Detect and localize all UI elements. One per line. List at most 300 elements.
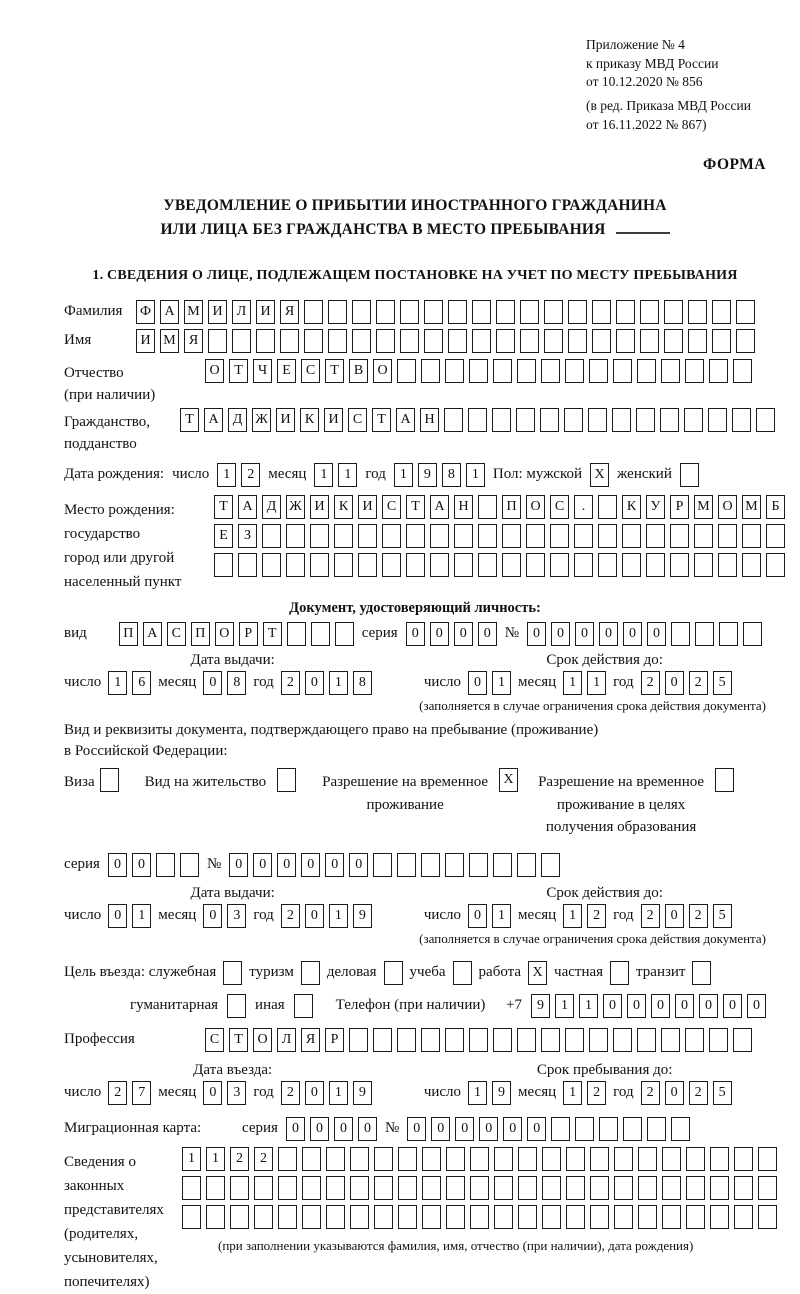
char-cell[interactable]: 9 [353, 904, 372, 928]
char-cell[interactable]: 2 [587, 904, 606, 928]
char-cell[interactable] [406, 524, 425, 548]
char-cell[interactable] [478, 524, 497, 548]
char-cell[interactable]: И [324, 408, 343, 432]
char-cell[interactable]: Н [420, 408, 439, 432]
char-cell[interactable]: Ж [286, 495, 305, 519]
char-cell[interactable]: Т [229, 359, 248, 383]
char-cell[interactable] [335, 622, 354, 646]
char-cell[interactable]: И [208, 300, 227, 324]
char-cell[interactable] [662, 1147, 681, 1171]
char-cell[interactable]: 0 [253, 853, 272, 877]
char-cell[interactable] [493, 1028, 512, 1052]
char-cell[interactable] [472, 329, 491, 353]
char-cell[interactable] [182, 1205, 201, 1229]
char-cell[interactable]: К [622, 495, 641, 519]
char-cell[interactable] [304, 329, 323, 353]
char-cell[interactable] [424, 329, 443, 353]
char-cell[interactable] [208, 329, 227, 353]
char-cell[interactable]: Д [228, 408, 247, 432]
char-cell[interactable] [469, 359, 488, 383]
purpose-transit-checkbox[interactable] [692, 961, 711, 985]
char-cell[interactable] [664, 329, 683, 353]
char-cell[interactable]: Б [766, 495, 785, 519]
char-cell[interactable] [637, 359, 656, 383]
char-cell[interactable] [574, 524, 593, 548]
char-cell[interactable]: Т [325, 359, 344, 383]
char-cell[interactable] [568, 300, 587, 324]
char-cell[interactable] [397, 1028, 416, 1052]
char-cell[interactable]: Т [229, 1028, 248, 1052]
char-cell[interactable]: 0 [527, 622, 546, 646]
char-cell[interactable] [446, 1147, 465, 1171]
char-cell[interactable] [382, 553, 401, 577]
char-cell[interactable] [616, 329, 635, 353]
char-cell[interactable]: Р [239, 622, 258, 646]
char-cell[interactable] [262, 524, 281, 548]
char-cell[interactable]: А [238, 495, 257, 519]
char-cell[interactable] [494, 1176, 513, 1200]
char-cell[interactable]: 1 [579, 994, 598, 1018]
char-cell[interactable] [592, 300, 611, 324]
char-cell[interactable]: Т [263, 622, 282, 646]
char-cell[interactable] [734, 1205, 753, 1229]
char-cell[interactable] [182, 1176, 201, 1200]
char-cell[interactable]: 0 [651, 994, 670, 1018]
char-cell[interactable]: 0 [623, 622, 642, 646]
char-cell[interactable] [494, 1205, 513, 1229]
char-cell[interactable] [614, 1176, 633, 1200]
char-cell[interactable] [520, 329, 539, 353]
sex-female-checkbox[interactable] [680, 463, 699, 487]
char-cell[interactable] [445, 359, 464, 383]
char-cell[interactable] [421, 1028, 440, 1052]
char-cell[interactable] [664, 300, 683, 324]
visa-checkbox[interactable] [100, 768, 119, 792]
char-cell[interactable] [374, 1176, 393, 1200]
char-cell[interactable] [406, 553, 425, 577]
char-cell[interactable] [421, 359, 440, 383]
char-cell[interactable]: 0 [675, 994, 694, 1018]
char-cell[interactable] [256, 329, 275, 353]
char-cell[interactable] [350, 1147, 369, 1171]
char-cell[interactable]: 0 [108, 853, 127, 877]
char-cell[interactable] [254, 1176, 273, 1200]
char-cell[interactable] [694, 524, 713, 548]
char-cell[interactable] [742, 524, 761, 548]
char-cell[interactable]: 6 [132, 671, 151, 695]
char-cell[interactable]: 0 [575, 622, 594, 646]
char-cell[interactable] [758, 1176, 777, 1200]
purpose-work-checkbox[interactable]: X [528, 961, 547, 985]
purpose-tourism-checkbox[interactable] [301, 961, 320, 985]
char-cell[interactable]: 8 [353, 671, 372, 695]
char-cell[interactable]: 2 [689, 671, 708, 695]
char-cell[interactable] [662, 1205, 681, 1229]
char-cell[interactable] [590, 1205, 609, 1229]
char-cell[interactable]: К [300, 408, 319, 432]
char-cell[interactable] [685, 359, 704, 383]
char-cell[interactable] [622, 524, 641, 548]
char-cell[interactable]: 3 [227, 904, 246, 928]
char-cell[interactable]: 0 [699, 994, 718, 1018]
char-cell[interactable] [541, 853, 560, 877]
char-cell[interactable]: 2 [241, 463, 260, 487]
char-cell[interactable] [736, 300, 755, 324]
char-cell[interactable] [709, 359, 728, 383]
purpose-private-checkbox[interactable] [610, 961, 629, 985]
char-cell[interactable] [206, 1205, 225, 1229]
char-cell[interactable] [614, 1147, 633, 1171]
char-cell[interactable]: 1 [338, 463, 357, 487]
char-cell[interactable]: 8 [227, 671, 246, 695]
char-cell[interactable] [542, 1147, 561, 1171]
purpose-business-checkbox[interactable] [384, 961, 403, 985]
char-cell[interactable]: П [191, 622, 210, 646]
char-cell[interactable] [544, 329, 563, 353]
char-cell[interactable] [670, 553, 689, 577]
char-cell[interactable]: 2 [641, 904, 660, 928]
char-cell[interactable]: 0 [468, 904, 487, 928]
char-cell[interactable]: К [334, 495, 353, 519]
char-cell[interactable]: С [550, 495, 569, 519]
char-cell[interactable] [766, 524, 785, 548]
char-cell[interactable] [710, 1147, 729, 1171]
char-cell[interactable] [517, 1028, 536, 1052]
char-cell[interactable] [541, 1028, 560, 1052]
char-cell[interactable] [736, 329, 755, 353]
char-cell[interactable] [734, 1147, 753, 1171]
char-cell[interactable] [302, 1176, 321, 1200]
char-cell[interactable] [574, 553, 593, 577]
char-cell[interactable] [661, 1028, 680, 1052]
char-cell[interactable] [710, 1176, 729, 1200]
char-cell[interactable] [695, 622, 714, 646]
char-cell[interactable] [286, 553, 305, 577]
char-cell[interactable] [493, 359, 512, 383]
char-cell[interactable] [542, 1176, 561, 1200]
char-cell[interactable] [599, 1117, 618, 1141]
char-cell[interactable]: 1 [314, 463, 333, 487]
char-cell[interactable] [590, 1176, 609, 1200]
char-cell[interactable]: 0 [478, 622, 497, 646]
char-cell[interactable]: Ж [252, 408, 271, 432]
char-cell[interactable] [766, 553, 785, 577]
char-cell[interactable] [622, 553, 641, 577]
char-cell[interactable] [592, 329, 611, 353]
char-cell[interactable] [454, 524, 473, 548]
char-cell[interactable]: Е [214, 524, 233, 548]
char-cell[interactable]: П [119, 622, 138, 646]
char-cell[interactable] [400, 329, 419, 353]
char-cell[interactable] [304, 300, 323, 324]
char-cell[interactable] [520, 300, 539, 324]
char-cell[interactable] [280, 329, 299, 353]
char-cell[interactable] [758, 1147, 777, 1171]
char-cell[interactable]: Т [180, 408, 199, 432]
char-cell[interactable]: 0 [203, 671, 222, 695]
char-cell[interactable] [448, 329, 467, 353]
char-cell[interactable] [311, 622, 330, 646]
char-cell[interactable] [358, 524, 377, 548]
char-cell[interactable]: 0 [286, 1117, 305, 1141]
char-cell[interactable] [349, 1028, 368, 1052]
char-cell[interactable]: 1 [563, 1081, 582, 1105]
char-cell[interactable] [502, 524, 521, 548]
char-cell[interactable]: Ф [136, 300, 155, 324]
char-cell[interactable] [446, 1176, 465, 1200]
char-cell[interactable] [374, 1147, 393, 1171]
char-cell[interactable] [542, 1205, 561, 1229]
char-cell[interactable]: 1 [206, 1147, 225, 1171]
char-cell[interactable] [382, 524, 401, 548]
char-cell[interactable] [640, 329, 659, 353]
char-cell[interactable] [478, 553, 497, 577]
char-cell[interactable] [686, 1147, 705, 1171]
char-cell[interactable] [334, 553, 353, 577]
char-cell[interactable] [445, 853, 464, 877]
char-cell[interactable]: В [349, 359, 368, 383]
char-cell[interactable] [662, 1176, 681, 1200]
char-cell[interactable] [588, 408, 607, 432]
char-cell[interactable] [397, 359, 416, 383]
char-cell[interactable]: И [310, 495, 329, 519]
sex-male-checkbox[interactable]: X [590, 463, 609, 487]
char-cell[interactable]: 0 [723, 994, 742, 1018]
char-cell[interactable]: 0 [358, 1117, 377, 1141]
char-cell[interactable]: 3 [227, 1081, 246, 1105]
char-cell[interactable] [686, 1176, 705, 1200]
char-cell[interactable] [518, 1147, 537, 1171]
char-cell[interactable]: 1 [492, 904, 511, 928]
char-cell[interactable] [492, 408, 511, 432]
char-cell[interactable] [733, 1028, 752, 1052]
char-cell[interactable] [373, 1028, 392, 1052]
char-cell[interactable]: 0 [229, 853, 248, 877]
char-cell[interactable] [616, 300, 635, 324]
char-cell[interactable] [422, 1147, 441, 1171]
char-cell[interactable]: М [742, 495, 761, 519]
char-cell[interactable] [470, 1176, 489, 1200]
char-cell[interactable]: 1 [329, 671, 348, 695]
char-cell[interactable]: 0 [665, 904, 684, 928]
char-cell[interactable] [566, 1205, 585, 1229]
char-cell[interactable]: 0 [479, 1117, 498, 1141]
char-cell[interactable] [638, 1176, 657, 1200]
char-cell[interactable] [647, 1117, 666, 1141]
char-cell[interactable] [496, 329, 515, 353]
char-cell[interactable] [230, 1205, 249, 1229]
char-cell[interactable]: А [160, 300, 179, 324]
char-cell[interactable]: 0 [627, 994, 646, 1018]
char-cell[interactable] [444, 408, 463, 432]
char-cell[interactable] [544, 300, 563, 324]
char-cell[interactable]: 0 [132, 853, 151, 877]
char-cell[interactable]: И [256, 300, 275, 324]
char-cell[interactable]: 0 [349, 853, 368, 877]
char-cell[interactable]: Л [232, 300, 251, 324]
char-cell[interactable] [646, 553, 665, 577]
char-cell[interactable]: Д [262, 495, 281, 519]
char-cell[interactable]: М [160, 329, 179, 353]
char-cell[interactable] [590, 1147, 609, 1171]
char-cell[interactable]: Я [301, 1028, 320, 1052]
char-cell[interactable] [517, 359, 536, 383]
char-cell[interactable]: 2 [230, 1147, 249, 1171]
char-cell[interactable]: 0 [203, 1081, 222, 1105]
char-cell[interactable]: 0 [334, 1117, 353, 1141]
char-cell[interactable] [180, 853, 199, 877]
char-cell[interactable]: Я [184, 329, 203, 353]
char-cell[interactable] [326, 1147, 345, 1171]
char-cell[interactable] [613, 359, 632, 383]
char-cell[interactable] [742, 553, 761, 577]
char-cell[interactable] [612, 408, 631, 432]
char-cell[interactable]: 0 [527, 1117, 546, 1141]
char-cell[interactable] [710, 1205, 729, 1229]
char-cell[interactable]: 0 [305, 671, 324, 695]
char-cell[interactable]: О [526, 495, 545, 519]
char-cell[interactable] [565, 359, 584, 383]
char-cell[interactable] [638, 1147, 657, 1171]
char-cell[interactable]: И [358, 495, 377, 519]
char-cell[interactable] [566, 1176, 585, 1200]
char-cell[interactable] [540, 408, 559, 432]
char-cell[interactable] [568, 329, 587, 353]
char-cell[interactable]: 0 [665, 671, 684, 695]
char-cell[interactable]: 1 [217, 463, 236, 487]
char-cell[interactable]: Т [406, 495, 425, 519]
char-cell[interactable]: 0 [665, 1081, 684, 1105]
char-cell[interactable] [286, 524, 305, 548]
char-cell[interactable] [613, 1028, 632, 1052]
char-cell[interactable]: С [348, 408, 367, 432]
char-cell[interactable] [526, 524, 545, 548]
char-cell[interactable] [421, 853, 440, 877]
char-cell[interactable]: М [184, 300, 203, 324]
char-cell[interactable] [328, 300, 347, 324]
char-cell[interactable]: О [718, 495, 737, 519]
char-cell[interactable] [718, 553, 737, 577]
char-cell[interactable]: 0 [603, 994, 622, 1018]
char-cell[interactable] [302, 1147, 321, 1171]
char-cell[interactable] [496, 300, 515, 324]
char-cell[interactable]: 0 [277, 853, 296, 877]
char-cell[interactable]: О [373, 359, 392, 383]
char-cell[interactable] [472, 300, 491, 324]
char-cell[interactable] [373, 853, 392, 877]
char-cell[interactable] [326, 1176, 345, 1200]
char-cell[interactable]: 0 [310, 1117, 329, 1141]
char-cell[interactable]: 2 [587, 1081, 606, 1105]
char-cell[interactable] [302, 1205, 321, 1229]
char-cell[interactable] [214, 553, 233, 577]
char-cell[interactable] [564, 408, 583, 432]
purpose-humanitarian-checkbox[interactable] [227, 994, 246, 1018]
char-cell[interactable]: 0 [108, 904, 127, 928]
char-cell[interactable] [623, 1117, 642, 1141]
char-cell[interactable] [468, 408, 487, 432]
char-cell[interactable]: 2 [281, 1081, 300, 1105]
char-cell[interactable]: А [204, 408, 223, 432]
char-cell[interactable]: 0 [551, 622, 570, 646]
char-cell[interactable] [688, 300, 707, 324]
char-cell[interactable] [661, 359, 680, 383]
char-cell[interactable] [637, 1028, 656, 1052]
purpose-official-checkbox[interactable] [223, 961, 242, 985]
temp-residence-edu-checkbox[interactable] [715, 768, 734, 792]
char-cell[interactable] [454, 553, 473, 577]
char-cell[interactable] [708, 408, 727, 432]
char-cell[interactable] [328, 329, 347, 353]
char-cell[interactable] [709, 1028, 728, 1052]
char-cell[interactable]: 1 [182, 1147, 201, 1171]
char-cell[interactable]: 0 [305, 904, 324, 928]
char-cell[interactable] [518, 1205, 537, 1229]
char-cell[interactable] [718, 524, 737, 548]
char-cell[interactable] [430, 553, 449, 577]
char-cell[interactable] [565, 1028, 584, 1052]
char-cell[interactable] [589, 1028, 608, 1052]
char-cell[interactable] [589, 359, 608, 383]
char-cell[interactable]: Ч [253, 359, 272, 383]
char-cell[interactable] [685, 1028, 704, 1052]
char-cell[interactable] [400, 300, 419, 324]
char-cell[interactable] [374, 1205, 393, 1229]
char-cell[interactable]: 2 [281, 671, 300, 695]
char-cell[interactable]: 0 [301, 853, 320, 877]
char-cell[interactable] [566, 1147, 585, 1171]
char-cell[interactable]: З [238, 524, 257, 548]
char-cell[interactable]: 2 [641, 1081, 660, 1105]
purpose-other-checkbox[interactable] [294, 994, 313, 1018]
char-cell[interactable]: 1 [329, 904, 348, 928]
char-cell[interactable]: Я [280, 300, 299, 324]
char-cell[interactable] [278, 1147, 297, 1171]
char-cell[interactable]: С [205, 1028, 224, 1052]
char-cell[interactable] [376, 329, 395, 353]
char-cell[interactable]: 9 [531, 994, 550, 1018]
purpose-study-checkbox[interactable] [453, 961, 472, 985]
char-cell[interactable]: 2 [281, 904, 300, 928]
char-cell[interactable] [638, 1205, 657, 1229]
char-cell[interactable]: А [430, 495, 449, 519]
char-cell[interactable] [670, 524, 689, 548]
char-cell[interactable]: 0 [503, 1117, 522, 1141]
char-cell[interactable]: 5 [713, 671, 732, 695]
char-cell[interactable]: 2 [108, 1081, 127, 1105]
char-cell[interactable] [424, 300, 443, 324]
char-cell[interactable]: 0 [599, 622, 618, 646]
char-cell[interactable]: Р [325, 1028, 344, 1052]
char-cell[interactable] [445, 1028, 464, 1052]
char-cell[interactable]: О [253, 1028, 272, 1052]
char-cell[interactable]: 1 [587, 671, 606, 695]
char-cell[interactable] [470, 1205, 489, 1229]
char-cell[interactable] [254, 1205, 273, 1229]
char-cell[interactable]: 1 [132, 904, 151, 928]
char-cell[interactable] [398, 1176, 417, 1200]
char-cell[interactable] [422, 1205, 441, 1229]
char-cell[interactable] [550, 553, 569, 577]
char-cell[interactable]: У [646, 495, 665, 519]
char-cell[interactable] [712, 300, 731, 324]
char-cell[interactable] [156, 853, 175, 877]
char-cell[interactable] [469, 853, 488, 877]
char-cell[interactable] [376, 300, 395, 324]
char-cell[interactable] [684, 408, 703, 432]
char-cell[interactable] [646, 524, 665, 548]
char-cell[interactable] [502, 553, 521, 577]
